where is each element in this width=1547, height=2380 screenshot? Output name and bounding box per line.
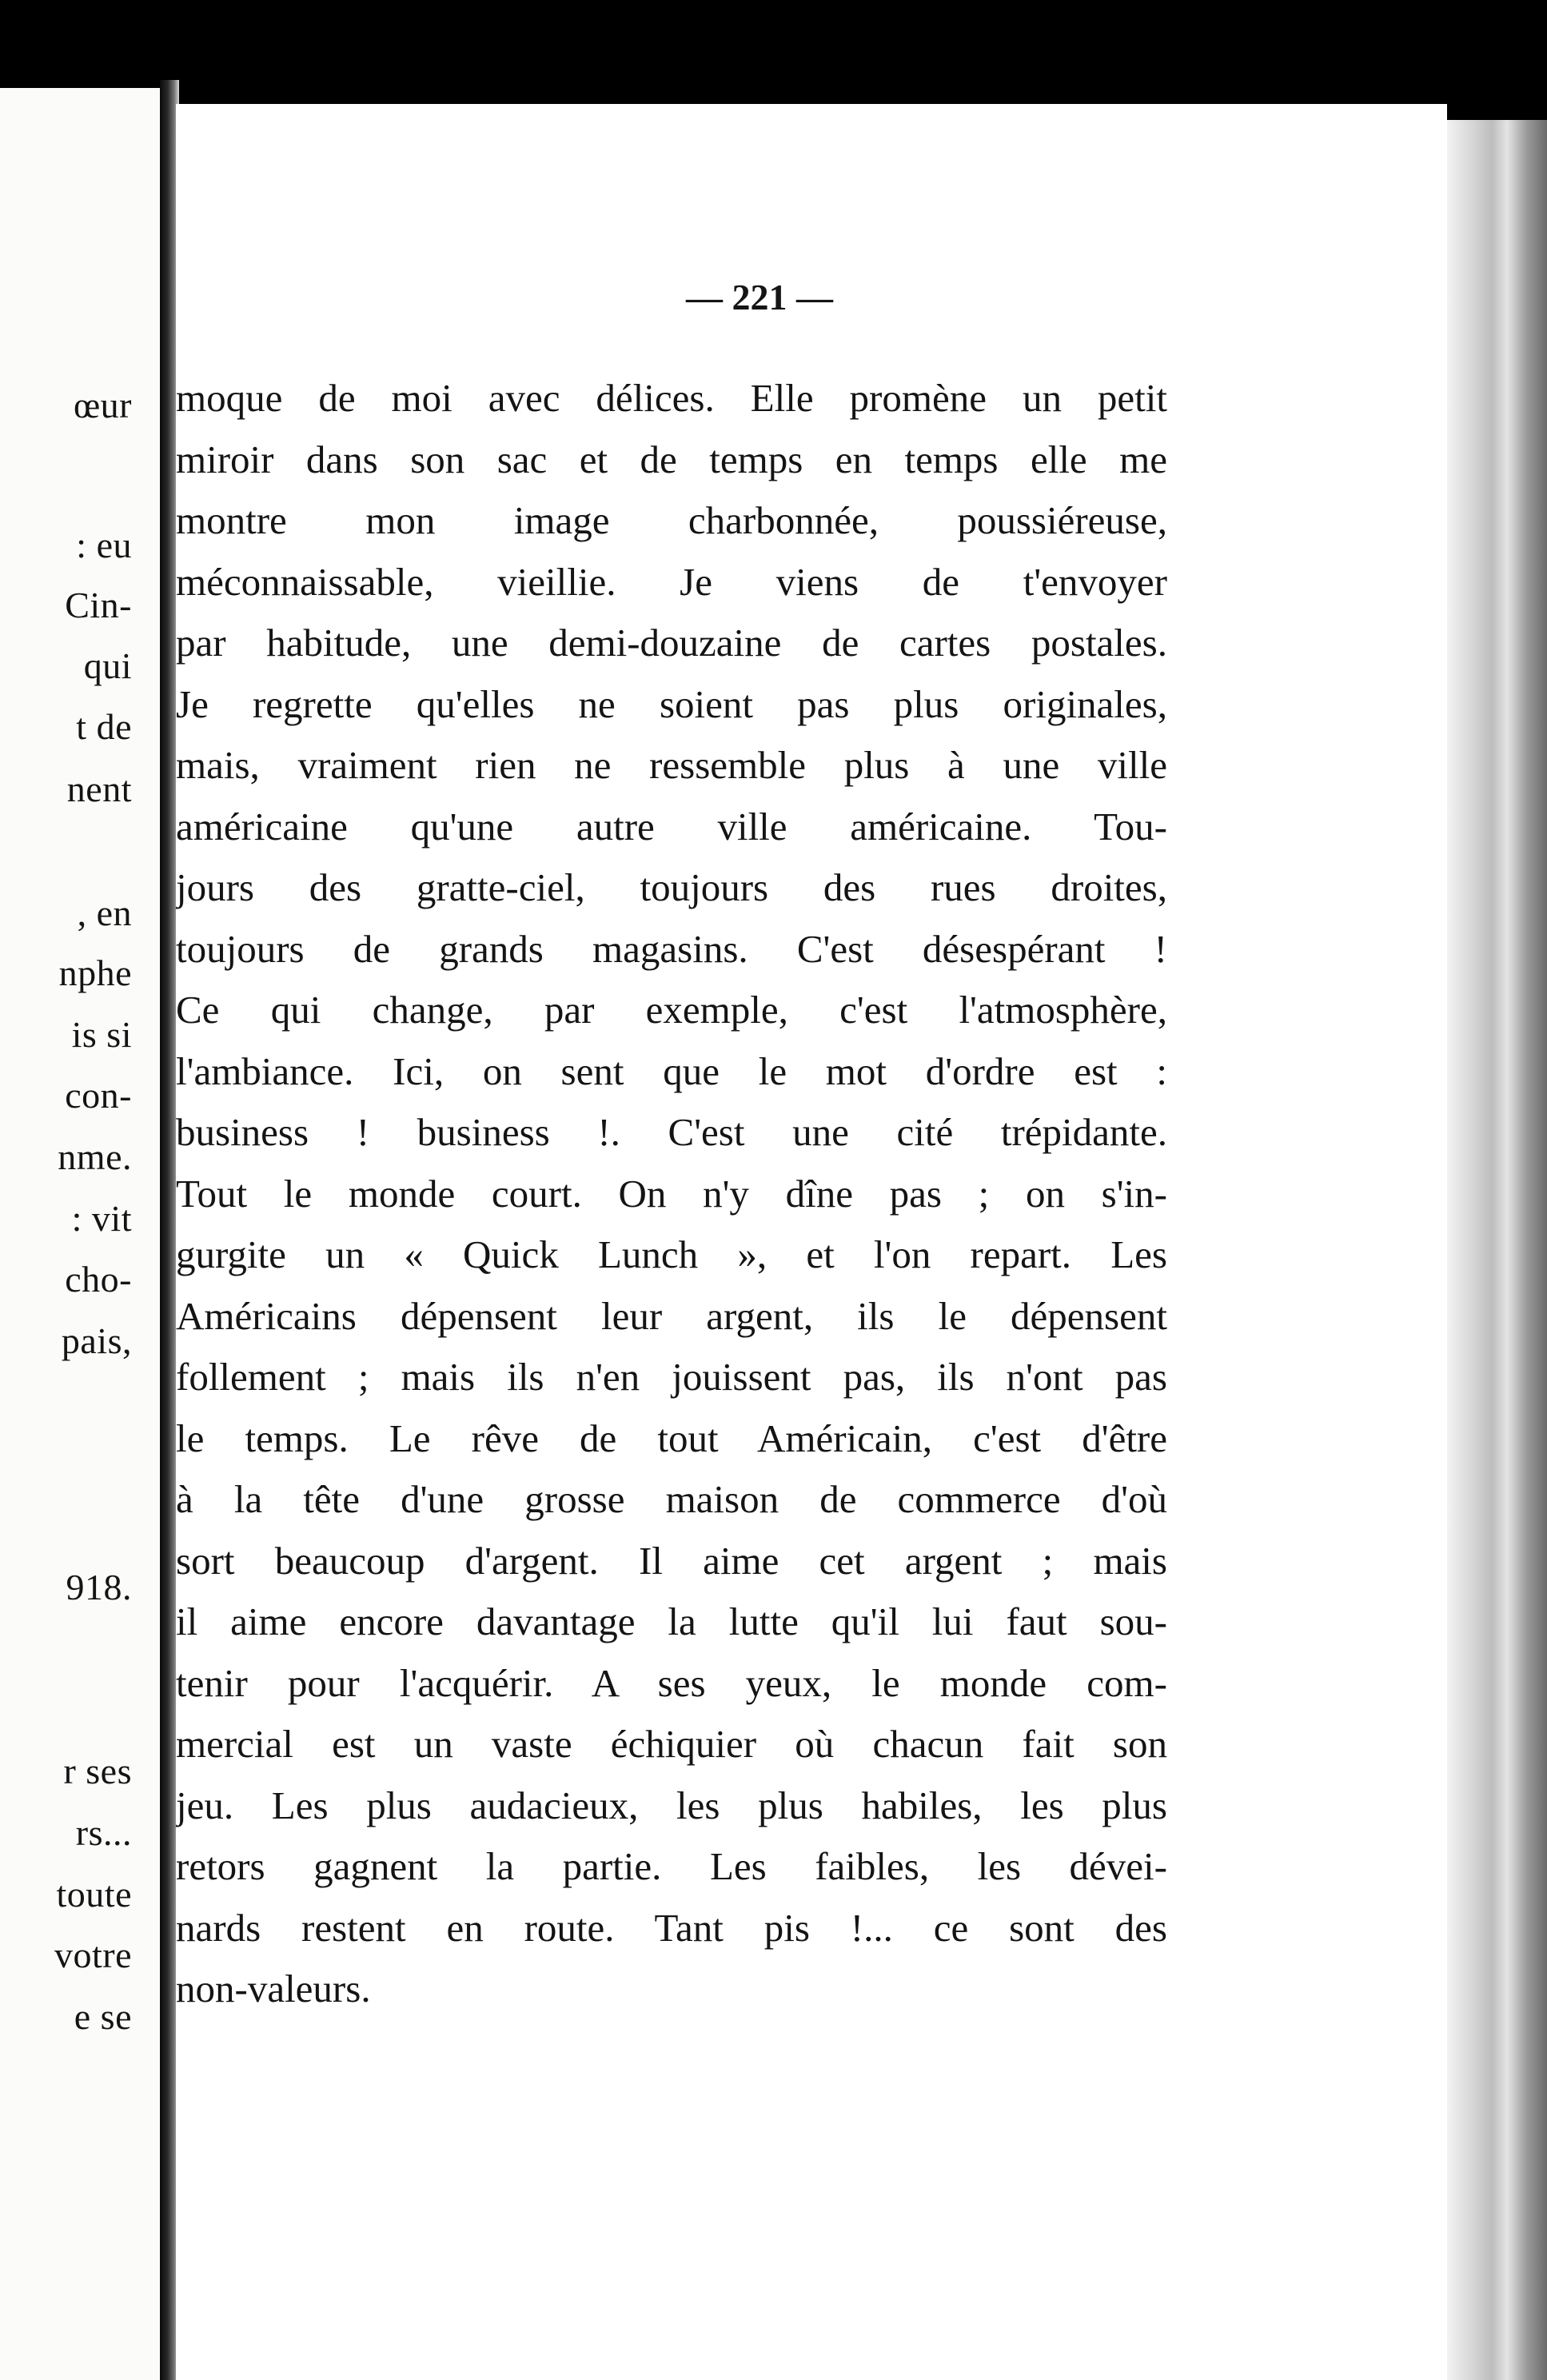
left-page-fragment: toute [56, 1874, 132, 1915]
text-line: follement ; mais ils n'en jouissent pas, ils n'ont pas [176, 1355, 1167, 1399]
text-line: mais, vraiment rien ne ressemble plus à une ville [176, 743, 1167, 787]
text-line: le temps. Le rêve de tout Américain, c'est d'être [176, 1416, 1167, 1460]
page-number: — 221 — [686, 277, 833, 317]
text-line: montre mon image charbonnée, poussiéreuse, [176, 498, 1167, 542]
text-line: jeu. Les plus audacieux, les plus habiles, les plus [176, 1783, 1167, 1827]
text-line: à la tête d'une grosse maison de commerce d'où [176, 1477, 1167, 1521]
left-page-fragment: 918. [66, 1567, 132, 1607]
text-line: non-valeurs. [176, 1967, 371, 2011]
text-line: sort beaucoup d'argent. Il aime cet argent ; mais [176, 1538, 1167, 1583]
left-page-fragment: is si [71, 1014, 132, 1055]
left-page-fragment: nme. [58, 1136, 132, 1177]
text-line: Américains dépensent leur argent, ils le dépensent [176, 1293, 1167, 1338]
left-page-fragment: e se [74, 1996, 132, 2037]
left-page-fragment: : eu [76, 525, 132, 565]
left-page-fragment: , en [77, 892, 132, 933]
left-page-fragment: nent [66, 769, 132, 809]
text-line: nards restent en route. Tant pis !... ce sont des [176, 1905, 1167, 1950]
left-page-fragment: Cin- [65, 585, 132, 625]
left-page-fragment: nphe [58, 952, 132, 993]
text-line: retors gagnent la partie. Les faibles, les dévei- [176, 1844, 1167, 1888]
left-page-fragment: r ses [63, 1751, 132, 1791]
text-line: l'ambiance. Ici, on sent que le mot d'ordre est : [176, 1048, 1167, 1093]
text-line: Ce qui change, par exemple, c'est l'atmosphère, [176, 988, 1167, 1032]
text-line: toujours de grands magasins. C'est désespérant ! [176, 926, 1167, 971]
text-line: mercial est un vaste échiquier où chacun fait son [176, 1722, 1167, 1766]
text-line: moque de moi avec délices. Elle promène un petit [176, 376, 1167, 420]
left-facing-page [0, 88, 164, 2380]
text-line: américaine qu'une autre ville américaine. Tou- [176, 804, 1167, 849]
text-line: tenir pour l'acquérir. A ses yeux, le monde com- [176, 1660, 1167, 1705]
text-line: Je regrette qu'elles ne soient pas plus originales, [176, 681, 1167, 726]
left-page-fragment: qui [83, 645, 132, 686]
text-line: miroir dans son sac et de temps en temps elle me [176, 437, 1167, 481]
text-line: méconnaissable, vieillie. Je viens de t'envoyer [176, 559, 1167, 604]
left-page-fragment: t de [76, 706, 132, 747]
text-line: business ! business !. C'est une cité trépidante. [176, 1110, 1167, 1154]
left-page-fragment: cho- [65, 1259, 132, 1300]
left-page-fragment: œur [73, 385, 132, 425]
text-line: par habitude, une demi-douzaine de cartes postales. [176, 621, 1167, 665]
left-page-fragment: : vit [71, 1198, 132, 1239]
left-page-fragment: con- [65, 1075, 132, 1116]
text-line: jours des gratte-ciel, toujours des rues droites, [176, 865, 1167, 909]
left-page-fragment: rs... [75, 1812, 132, 1853]
text-line: Tout le monde court. On n'y dîne pas ; on s'in- [176, 1171, 1167, 1216]
text-line: il aime encore davantage la lutte qu'il lui faut sou- [176, 1599, 1167, 1643]
main-page [176, 104, 1447, 2380]
page-edges [1447, 120, 1547, 2380]
body-text [176, 368, 1167, 2020]
left-page-fragment: votre [54, 1935, 132, 1975]
text-line: gurgite un « Quick Lunch », et l'on repart. Les [176, 1232, 1167, 1276]
left-page-fragment: pais, [61, 1320, 132, 1361]
